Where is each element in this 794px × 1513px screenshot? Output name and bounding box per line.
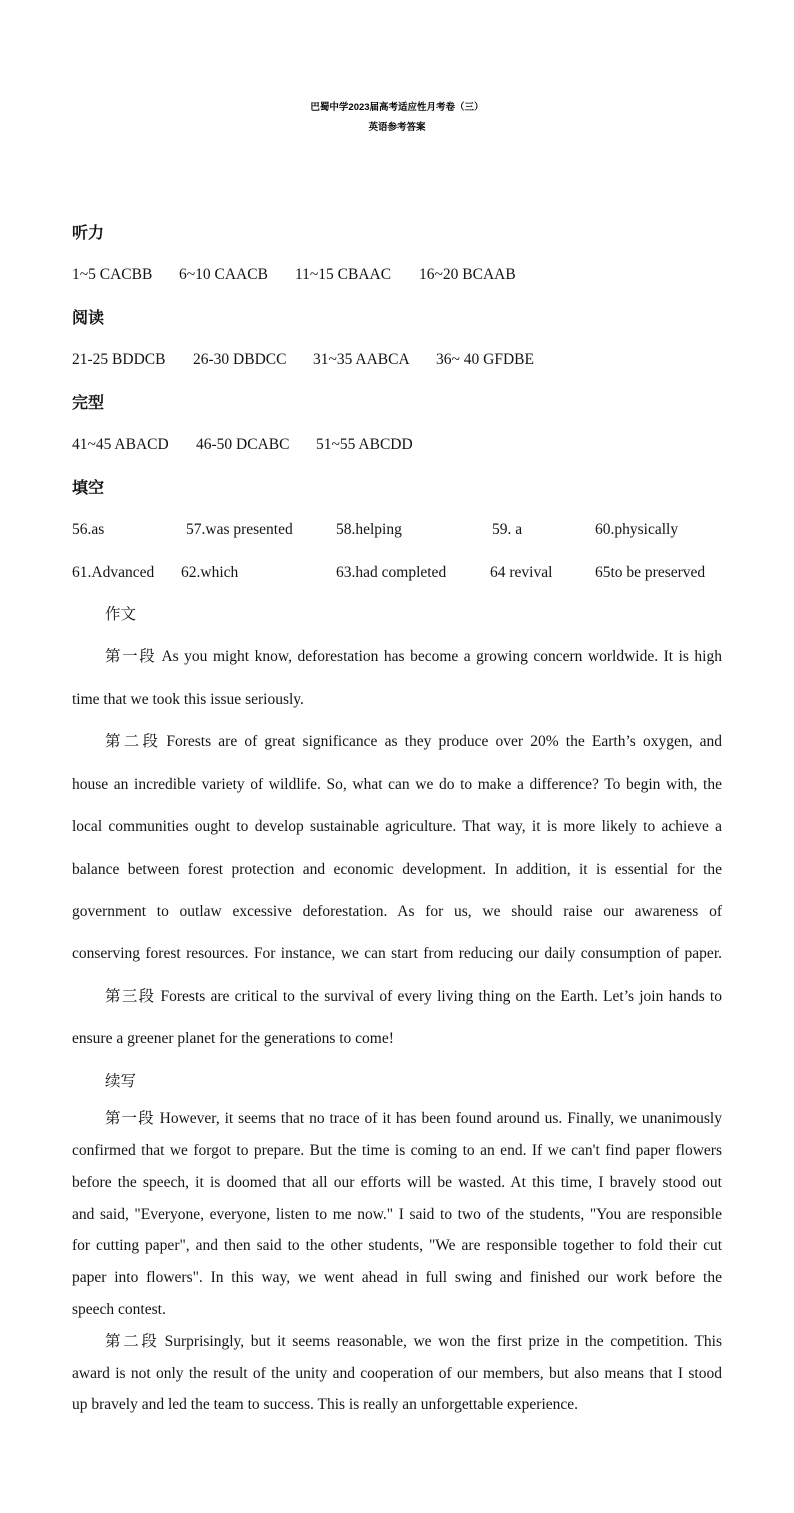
paragraph-text: Forests are of great significance as they produce over 20% the Earth’s oxygen, and	[166, 733, 722, 751]
cloze-answers	[72, 424, 722, 466]
paragraph-text: As you might know, deforestation has become a growing concern worldwide. It is high	[161, 648, 722, 666]
section-heading-reading: 阅读	[72, 307, 105, 327]
paragraph-line: award is not only the result of the unity and cooperation of our members, but also means that I stood	[72, 1364, 722, 1382]
fill-answer: 65to be preserved	[595, 563, 706, 581]
paragraph-label: 第一段	[105, 1110, 155, 1128]
paragraph-text: However, it seems that no trace of it has been found around us. Finally, we unanimously	[159, 1110, 722, 1128]
paragraph-label: 第一段	[105, 648, 157, 666]
answer-key-body	[72, 212, 722, 1421]
fill-answer: 58.helping	[336, 521, 402, 539]
paragraph-text: Surprisingly, but it seems reasonable, we won the first prize in the competition. This	[164, 1332, 722, 1350]
reading-answers	[72, 339, 722, 381]
paragraph-label: 第三段	[105, 987, 156, 1005]
paragraph-line: speech contest.	[72, 1300, 166, 1318]
document-title: 巴蜀中学2023届高考适应性月考卷（三）	[310, 102, 484, 113]
paragraph-line	[72, 636, 722, 678]
paragraph-line: for cutting paper", and then said to the other students, "We are responsible together to fold their cut	[72, 1237, 722, 1255]
paragraph-line: local communities ought to develop sustainable agriculture. That way, it is more likely to achieve a	[72, 818, 722, 836]
paragraph-line: and said, "Everyone, everyone, listen to me now." I said to two of the students, "You are responsible	[72, 1205, 722, 1223]
answer-group: 46-50 DCABC	[196, 436, 290, 454]
paragraph-text: Forests are critical to the survival of every living thing on the Earth. Let’s join hands to	[160, 987, 722, 1005]
paragraph-line: before the speech, it is doomed that all our efforts will be wasted. At this time, I bravely stood out	[72, 1173, 722, 1191]
paragraph-line: up bravely and led the team to success. This is really an unforgettable experience.	[72, 1396, 579, 1414]
paragraph-line	[72, 1103, 722, 1135]
answer-group: 36~ 40 GFDBE	[436, 351, 534, 369]
section-heading-writing: 作文	[105, 605, 137, 623]
paragraph-line	[72, 1326, 722, 1358]
fill-answer: 64 revival	[490, 563, 553, 581]
paragraph-line	[72, 721, 722, 763]
answer-group: 21-25 BDDCB	[72, 351, 166, 369]
answer-group: 31~35 AABCA	[313, 351, 410, 369]
answer-group: 1~5 CACBB	[72, 266, 153, 284]
section-heading-continuation: 续写	[105, 1072, 137, 1090]
answer-group: 41~45 ABACD	[72, 436, 169, 454]
paragraph-label: 第二段	[105, 1332, 160, 1350]
answer-group: 11~15 CBAAC	[295, 266, 392, 284]
paragraph-line: conserving forest resources. For instance, we can start from reducing our daily consumption of paper.	[72, 945, 722, 963]
fill-in-answers-row-1	[72, 509, 722, 551]
paragraph-line: ensure a greener planet for the generations to come!	[72, 1030, 394, 1048]
paragraph-line: paper into flowers". In this way, we went ahead in full swing and finished our work before the	[72, 1269, 722, 1287]
fill-answer: 59. a	[492, 521, 523, 539]
answer-group: 16~20 BCAAB	[419, 266, 516, 284]
paragraph-line: confirmed that we forgot to prepare. But the time is coming to an end. If we can't find paper flowers	[72, 1141, 722, 1159]
paragraph-line: balance between forest protection and economic development. In addition, it is essential for the	[72, 860, 722, 878]
fill-answer: 61.Advanced	[72, 563, 155, 581]
section-heading-fill-in: 填空	[72, 477, 105, 497]
listening-answers	[72, 254, 722, 296]
paragraph-label: 第二段	[105, 733, 162, 751]
fill-answer: 56.as	[72, 521, 105, 539]
answer-group: 26-30 DBDCC	[193, 351, 287, 369]
fill-answer: 57.was presented	[186, 521, 293, 539]
paragraph-line: house an incredible variety of wildlife. So, what can we do to make a difference? To begin with, the	[72, 775, 722, 793]
paragraph-line: time that we took this issue seriously.	[72, 690, 304, 708]
fill-answer: 62.which	[181, 563, 239, 581]
fill-answer: 60.physically	[595, 521, 679, 539]
paragraph-line: government to outlaw excessive deforestation. As for us, we should raise our awareness of	[72, 903, 722, 920]
document-subtitle: 英语参考答案	[368, 122, 426, 133]
paragraph-line	[72, 976, 722, 1018]
fill-answer: 63.had completed	[336, 563, 447, 581]
answer-group: 6~10 CAACB	[179, 266, 268, 284]
section-heading-listening: 听力	[72, 223, 105, 242]
section-heading-cloze: 完型	[72, 392, 105, 412]
answer-group: 51~55 ABCDD	[316, 436, 413, 454]
fill-in-answers-row-2	[72, 552, 722, 594]
